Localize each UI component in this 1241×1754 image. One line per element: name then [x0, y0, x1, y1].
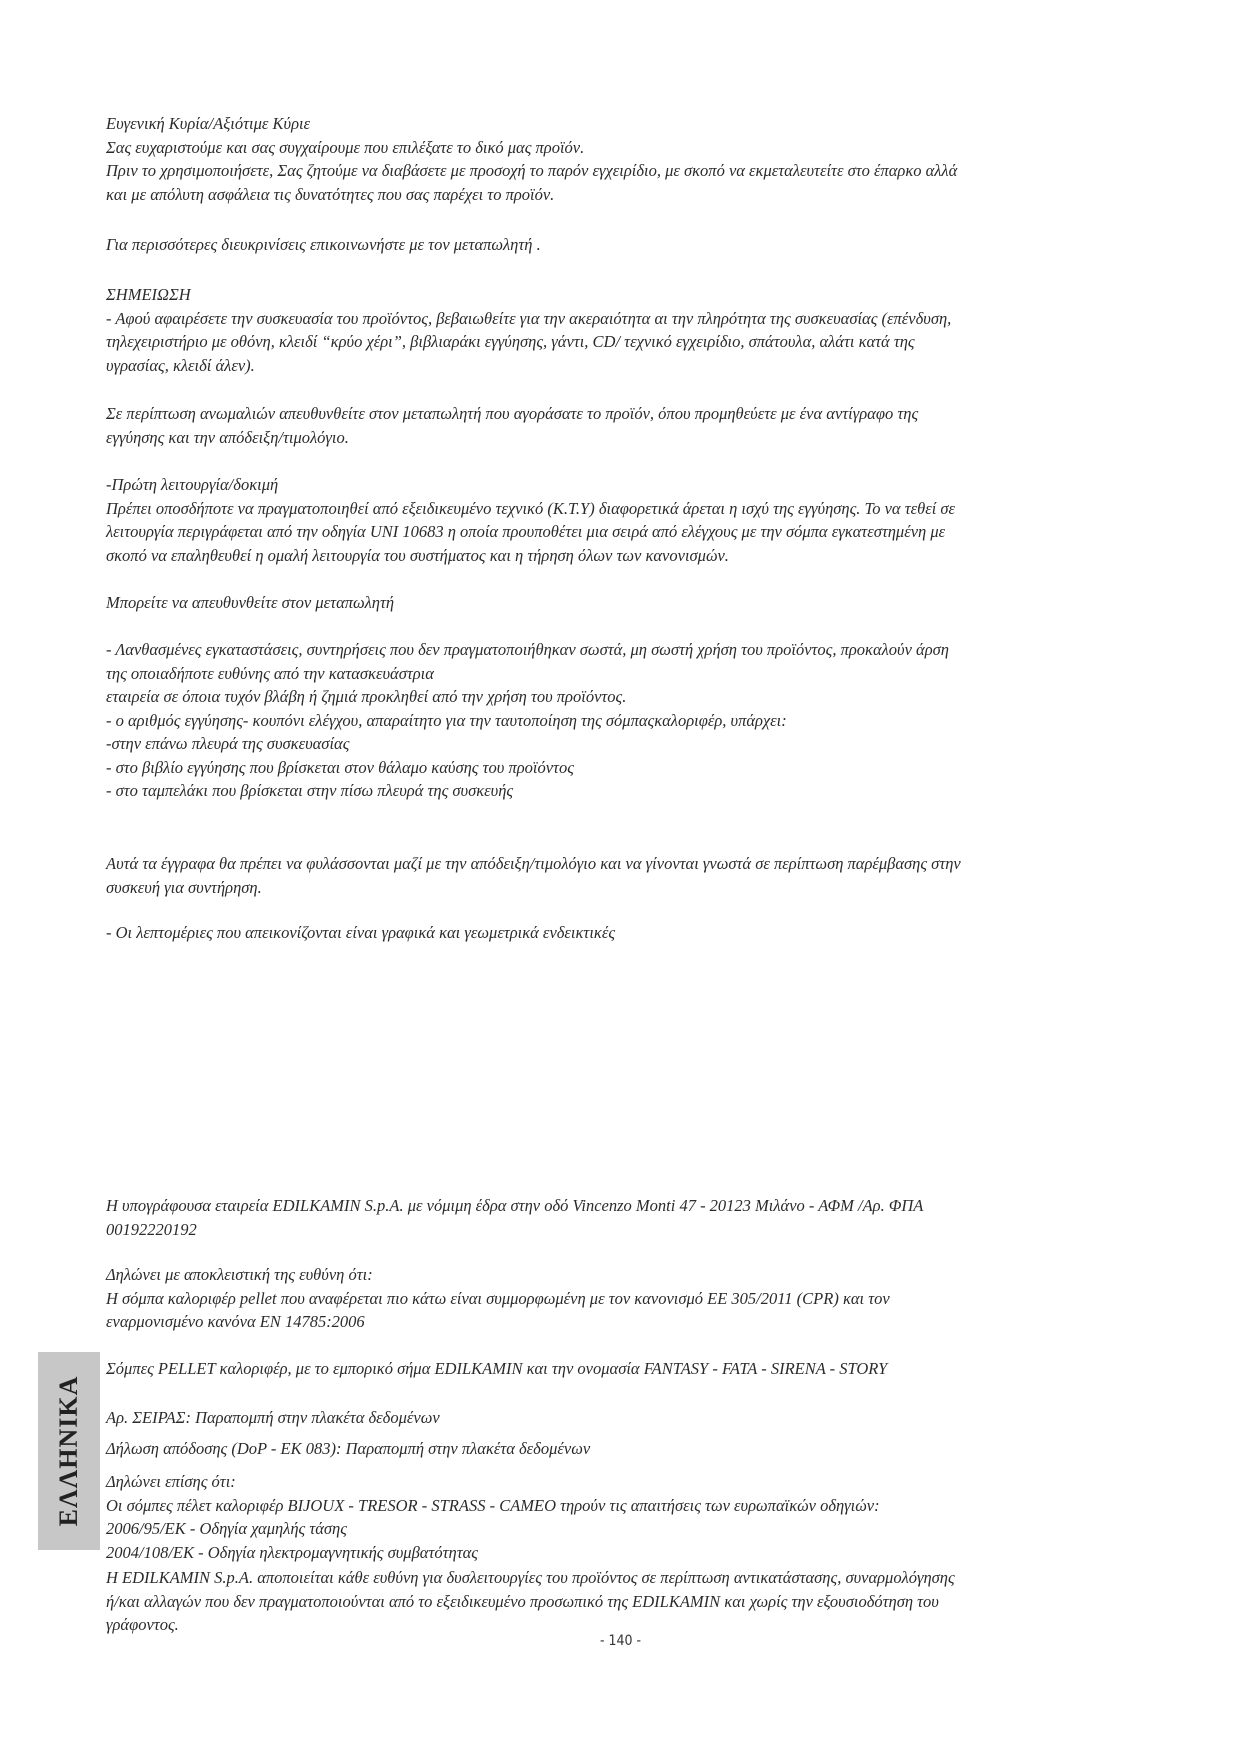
- anomalies-section: [106, 402, 1126, 449]
- documents-line-2: συσκευή για συντήρηση.: [106, 877, 262, 897]
- anomalies-line-1: Σε περίπτωση ανωμαλιών απευθυνθείτε στον μεταπωλητή που αγοράσατε το προϊόν, όπου προμηθεύετε με ένα αντίγραφο της: [106, 404, 919, 423]
- language-side-tab: [38, 1352, 100, 1550]
- directive-low-voltage: 2006/95/ΕΚ - Οδηγία χαμηλής τάσης: [106, 1519, 347, 1538]
- note-line-1: - Αφού αφαιρέσετε την συσκευασία του προϊόντος, βεβαιωθείτε για την ακεραιότητα αι την πληρότητα της συσκευασίας (επένδυση,: [106, 308, 952, 328]
- disclaimer-line-3: γράφοντος.: [106, 1615, 179, 1634]
- stoves-line: Σόμπες PELLET καλοριφέρ, με το εμπορικό σήμα EDILKAMIN και την ονομασία FANTASY - FATA - SIRENA - STORY: [106, 1359, 888, 1378]
- documents-section: [106, 852, 1126, 899]
- first-use-section: [106, 473, 1126, 567]
- details-section: [106, 921, 1126, 945]
- declaration-serial: [106, 1406, 1126, 1430]
- note-heading: ΣΗΜΕΙΩΣΗ: [106, 285, 191, 304]
- company-line-1: Η υπογράφουσα εταιρεία EDILKAMIN S.p.A. με νόμιμη έδρα στην οδό Vincenzo Monti 47 - 20123 Μιλάνο - ΑΦΜ /Αρ. ΦΠΑ: [106, 1196, 924, 1215]
- conformity-line-2: εναρμονισμένο κανόνα EN 14785:2006: [106, 1312, 365, 1331]
- contact-line: Για περισσότερες διευκρινίσεις επικοινωνήστε με τον μεταπωλητή .: [106, 235, 541, 254]
- greeting: Ευγενική Κυρία/Αξιότιμε Κύριε: [106, 114, 311, 133]
- declaration-dop: [106, 1437, 1126, 1461]
- dop-line: Δήλωση απόδοσης (DoP - EK 083): Παραπομπή στην πλακέτα δεδομένων: [106, 1439, 591, 1458]
- disclaimer-line-2: ή/και αλλαγών που δεν πραγματοποιούνται από το εξειδικευμένο προσωπικό της EDILKAMIN και χωρίς την εξουσιοδότηση του: [106, 1591, 939, 1611]
- anomalies-line-2: εγγύησης και την απόδειξη/τιμολόγιο.: [106, 427, 349, 447]
- dealer-line-7: - στο ταμπελάκι που βρίσκεται στην πίσω πλευρά της συσκευής: [106, 781, 514, 800]
- intro-section: [106, 112, 1126, 206]
- conformity-line-1: Η σόμπα καλοριφέρ pellet που αναφέρεται πιο κάτω είναι συμμορφωμένη με τον κανονισμό ΕΕ 305/2011 (CPR) και τον: [106, 1288, 890, 1308]
- contact-section: [106, 233, 1126, 257]
- dealer-heading-section: [106, 591, 1126, 615]
- first-use-line-1: Πρέπει οποσδήποτε να πραγματοποιηθεί από εξειδικευμένο τεχνικό (Κ.Τ.Υ) διαφορετικά άρεται η ισχύ της εγγύησης. Το να τεθεί σε: [106, 498, 956, 518]
- dealer-line-6: - στο βιβλίο εγγύησης που βρίσκεται στον θάλαμο καύσης του προϊόντος: [106, 757, 574, 777]
- dealer-line-4: - ο αριθμός εγγύησης- κουπόνι ελέγχου, απαραίτητο για την ταυτοποίηση της σόμπαςκαλοριφέρ, υπάρχει:: [106, 710, 787, 730]
- read-manual-line-1: Πριν το χρησιμοποιήσετε, Σας ζητούμε να διαβάσετε με προσοχή το παρόν εγχειρίδιο, με σκοπό να εκμεταλευτείτε στο έπαρκο αλλά: [106, 161, 958, 180]
- directive-emc: 2004/108/ΕΚ - Οδηγία ηλεκτρομαγνητικής συμβατότητας: [106, 1542, 478, 1562]
- company-line-2: 00192220192: [106, 1219, 197, 1239]
- declaration-stoves: [106, 1357, 1126, 1381]
- documents-line-1: Αυτά τα έγγραφα θα πρέπει να φυλάσσονται μαζί με την απόδειξη/τιμολόγιο και να γίνονται γνωστά σε περίπτωση παρέμβασης στην: [106, 854, 961, 873]
- note-line-3: υγρασίας, κλειδί άλεν).: [106, 355, 255, 375]
- thanks-line: Σας ευχαριστούμε και σας συγχαίρουμε που επιλέξατε το δικό μας προϊόν.: [106, 137, 585, 157]
- first-use-line-3: σκοπό να επαληθευθεί η ομαλή λειτουργία του συστήματος και η τήρηση όλων των κανονισμών.: [106, 545, 729, 565]
- dealer-line-1: - Λανθασμένες εγκαταστάσεις, συντηρήσεις που δεν πραγματοποιήθηκαν σωστά, μη σωστή χρήση του προϊόντος, προκαλούν άρση: [106, 640, 949, 659]
- dealer-line-2: της οποιαδήποτε ευθύνης από την κατασκευάστρια: [106, 663, 434, 683]
- details-line: - Οι λεπτομέριες που απεικονίζονται είναι γραφικά και γεωμετρικά ενδεικτικές: [106, 923, 616, 942]
- read-manual-line-2: και με απόλυτη ασφάλεια τις δυνατότητες που σας παρέχει το προϊόν.: [106, 184, 555, 204]
- declaration-company: [106, 1194, 1126, 1241]
- first-use-heading: -Πρώτη λειτουργία/δοκιμή: [106, 475, 279, 494]
- declaration-conformity: [106, 1263, 1126, 1334]
- declaration-directives: [106, 1470, 1126, 1564]
- language-label: ΕΛΛΗΝΙΚΑ: [54, 1375, 83, 1527]
- note-line-2: τηλεχειριστήριο με οθόνη, κλειδί “κρύο χέρι”, βιβλιαράκι εγγύησης, γάντι, CD/ τεχνικό εγχειρίδιο, σπάτουλα, αλάτι κατά της: [106, 332, 915, 351]
- dealer-line-5: -στην επάνω πλευρά της συσκευασίας: [106, 734, 350, 753]
- declares-line: Δηλώνει με αποκλειστική της ευθύνη ότι:: [106, 1265, 373, 1284]
- dealer-section: [106, 638, 1126, 803]
- note-section: [106, 283, 1126, 377]
- also-declares-line: Δηλώνει επίσης ότι:: [106, 1472, 236, 1491]
- dealer-line-3: εταιρεία σε όποια τυχόν βλάβη ή ζημιά προκληθεί από την χρήση του προϊόντος.: [106, 687, 627, 706]
- declaration-disclaimer: [106, 1566, 1126, 1637]
- dealer-heading: Μπορείτε να απευθυνθείτε στον μεταπωλητή: [106, 593, 395, 612]
- directives-line: Οι σόμπες πέλετ καλοριφέρ BIJOUX - TRESOR - STRASS - CAMEO τηρούν τις απαιτήσεις των ευρωπαϊκών οδηγιών:: [106, 1495, 880, 1515]
- first-use-line-2: λειτουργία περιγράφεται από την οδηγία UNI 10683 η οποία προυποθέτει μια σειρά από ελέγχους με την σόμπα εγκατεστημένη με: [106, 522, 946, 541]
- page-number: - 140 -: [599, 1633, 642, 1649]
- serial-line: Αρ. ΣΕΙΡΑΣ: Παραπομπή στην πλακέτα δεδομένων: [106, 1408, 440, 1427]
- disclaimer-line-1: Η EDILKAMIN S.p.A. αποποιείται κάθε ευθύνη για δυσλειτουργίες του προϊόντος σε περίπτωση αντικατάστασης, συναρμολόγησης: [106, 1568, 955, 1587]
